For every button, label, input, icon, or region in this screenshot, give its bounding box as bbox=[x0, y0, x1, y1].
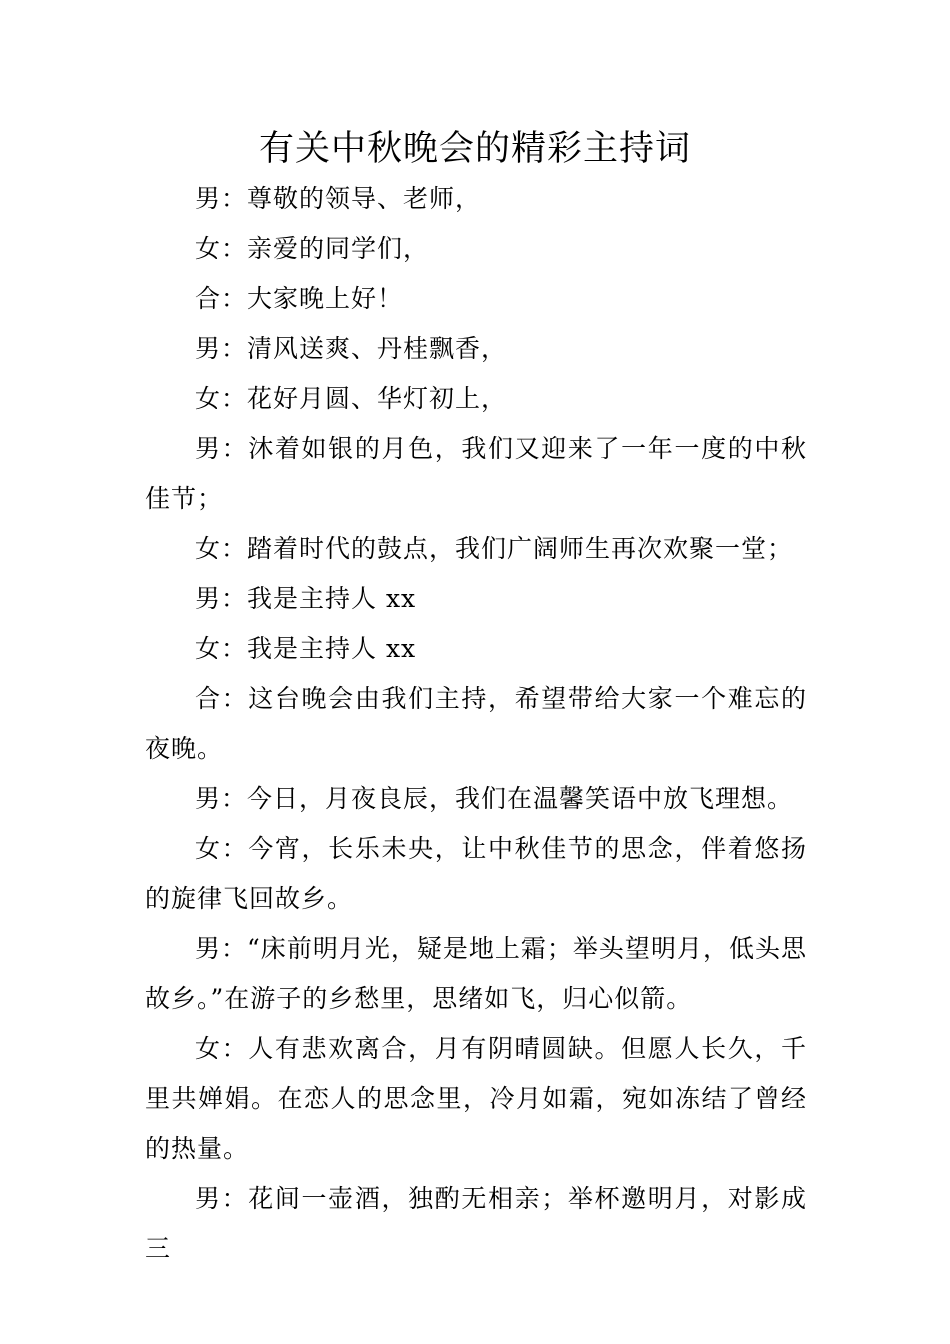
paragraph: 女：人有悲欢离合，月有阴晴圆缺。但愿人长久，千里共婵娟。在恋人的思念里，冷月如霜，宛如冻结了曾经的热量。 bbox=[145, 1034, 807, 1163]
paragraph: 女：花好月圆、华灯初上， bbox=[195, 384, 508, 413]
paragraph: 男：沐着如银的月色，我们又迎来了一年一度的中秋佳节； bbox=[145, 434, 807, 513]
paragraph: 男：今日，月夜良辰，我们在温馨笑语中放飞理想。 bbox=[195, 784, 794, 813]
paragraph: 合：大家晚上好！ bbox=[195, 284, 404, 313]
paragraph: 男：“床前明月光，疑是地上霜；举头望明月，低头思故乡。”在游子的乡愁里，思绪如飞，归心似箭。 bbox=[145, 934, 807, 1013]
paragraph: 男：尊敬的领导、老师， bbox=[195, 184, 482, 213]
document-body bbox=[145, 174, 807, 1274]
paragraph: 女：今宵，长乐未央，让中秋佳节的思念，伴着悠扬的旋律飞回故乡。 bbox=[145, 834, 807, 913]
paragraph: 男：清风送爽、丹桂飘香， bbox=[195, 334, 508, 363]
document-title: 有关中秋晚会的精彩主持词 bbox=[258, 129, 691, 169]
paragraph: 女：亲爱的同学们， bbox=[195, 234, 430, 263]
paragraph: 男：花间一壶酒，独酌无相亲；举杯邀明月，对影成三 bbox=[145, 1184, 807, 1263]
paragraph: 女：我是主持人 xx bbox=[195, 634, 417, 663]
paragraph: 合：这台晚会由我们主持，希望带给大家一个难忘的夜晚。 bbox=[145, 684, 807, 763]
paragraph: 男：我是主持人 xx bbox=[195, 584, 417, 613]
paragraph: 女：踏着时代的鼓点，我们广阔师生再次欢聚一堂； bbox=[195, 534, 794, 563]
